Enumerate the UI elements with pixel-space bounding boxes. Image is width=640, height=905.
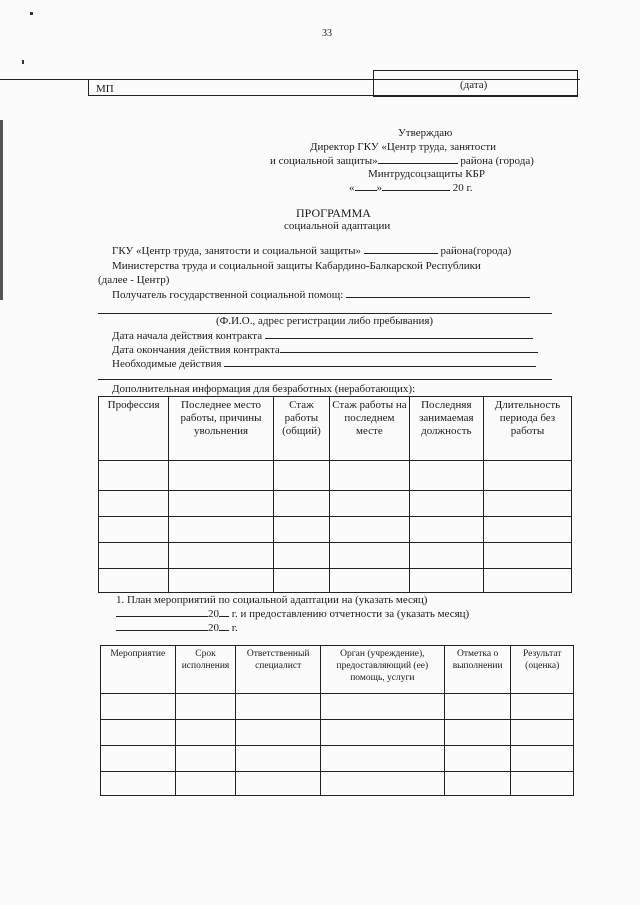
scan-mark: [30, 12, 33, 15]
table-row: [99, 517, 572, 543]
start-date-label: Дата начала действия контракта: [112, 330, 263, 342]
date-label: (дата): [460, 79, 488, 91]
table-row: [99, 569, 572, 593]
table-cell[interactable]: [273, 517, 329, 543]
day-blank: [355, 190, 377, 191]
table-cell[interactable]: [330, 569, 410, 593]
table-cell[interactable]: [99, 491, 169, 517]
table-cell[interactable]: [101, 746, 176, 772]
table-row: [101, 746, 574, 772]
col-last-experience: Стаж работы на последнем месте: [330, 397, 410, 461]
plan-blank-2: [116, 630, 208, 631]
program-subtitle: социальной адаптации: [284, 220, 391, 232]
table-row: [101, 694, 574, 720]
table-cell[interactable]: [330, 491, 410, 517]
actions-blank: [224, 366, 536, 367]
activities-table-header: [101, 646, 574, 694]
approve-social-text: и социальной защиты»: [270, 155, 378, 167]
table-cell[interactable]: [320, 772, 444, 796]
col-completion-mark: Отметка о выполнении: [444, 646, 511, 694]
table-cell[interactable]: [99, 569, 169, 593]
approve-heading: Утверждаю: [398, 127, 453, 139]
approve-ministry: Минтрудсоцзащиты КБР: [368, 168, 485, 180]
plan-line-1: 1. План мероприятий по социальной адаптации на (указать месяц): [116, 594, 428, 606]
col-last-job: Последнее место работы, причины увольнения: [169, 397, 274, 461]
approve-date-line: [349, 182, 473, 194]
table-cell[interactable]: [169, 569, 274, 593]
table-cell[interactable]: [444, 746, 511, 772]
table-cell[interactable]: [320, 694, 444, 720]
col-activity: Мероприятие: [101, 646, 176, 694]
program-title: ПРОГРАММА: [296, 206, 371, 220]
table-cell[interactable]: [175, 772, 236, 796]
table-cell[interactable]: [273, 543, 329, 569]
end-date-label: Дата окончания действия контракта: [112, 344, 280, 356]
mp-box: [88, 79, 578, 96]
col-total-experience: Стаж работы (общий): [273, 397, 329, 461]
plan-report-text: г. и предоставлению отчетности за (указать месяц): [231, 608, 470, 620]
table-cell[interactable]: [483, 491, 571, 517]
col-last-position: Последняя занимаемая должность: [409, 397, 483, 461]
plan-year-blank-1: [219, 616, 229, 617]
table-cell[interactable]: [330, 543, 410, 569]
table-cell[interactable]: [273, 461, 329, 491]
end-date-blank: [280, 352, 538, 353]
table-cell[interactable]: [273, 491, 329, 517]
table-cell[interactable]: [101, 772, 176, 796]
table-cell[interactable]: [101, 720, 176, 746]
table-cell[interactable]: [175, 746, 236, 772]
recipient-label: Получатель государственной социальной помощ:: [112, 289, 344, 301]
table-cell[interactable]: [175, 694, 236, 720]
plan-year-2: 20: [208, 622, 219, 634]
plan-year-suffix: г.: [231, 622, 238, 634]
start-date-blank: [265, 338, 533, 339]
table-cell[interactable]: [99, 517, 169, 543]
table-cell[interactable]: [169, 491, 274, 517]
end-date-line: [112, 344, 538, 356]
extra-info-line: Дополнительная информация для безработных (неработающих):: [112, 383, 416, 395]
table-cell[interactable]: [236, 746, 321, 772]
table-cell[interactable]: [330, 517, 410, 543]
table-cell[interactable]: [444, 720, 511, 746]
table-cell[interactable]: [511, 772, 574, 796]
approve-director: Директор ГКУ «Центр труда, занятости: [310, 141, 497, 153]
table-cell[interactable]: [483, 517, 571, 543]
plan-line-2: [116, 608, 469, 620]
table-cell[interactable]: [511, 694, 574, 720]
scan-mark: [22, 60, 24, 64]
quote-close: »: [376, 182, 382, 194]
plan-year-1: 20: [208, 608, 219, 620]
recipient-line: [112, 289, 530, 301]
table-cell[interactable]: [99, 461, 169, 491]
col-deadline: Срок исполнения: [175, 646, 236, 694]
table-row: [99, 543, 572, 569]
col-unemployment-period: Длительность периода без работы: [483, 397, 571, 461]
actions-line: [112, 358, 536, 370]
plan-year-blank-2: [219, 630, 229, 631]
col-result: Результат (оценка): [511, 646, 574, 694]
district-blank: [378, 163, 458, 164]
employment-table-header: [99, 397, 572, 461]
month-blank: [382, 190, 450, 191]
table-cell[interactable]: [236, 720, 321, 746]
activities-table: [100, 645, 574, 796]
table-cell[interactable]: [483, 543, 571, 569]
table-cell[interactable]: [483, 569, 571, 593]
mp-label: МП: [96, 83, 114, 95]
table-row: [101, 772, 574, 796]
recipient-blank: [346, 297, 530, 298]
col-organization: Орган (учреждение), предоставляющий (ее) помощь, услуги: [320, 646, 444, 694]
table-row: [101, 720, 574, 746]
table-cell[interactable]: [169, 543, 274, 569]
table-cell[interactable]: [511, 720, 574, 746]
table-cell[interactable]: [444, 772, 511, 796]
table-cell[interactable]: [409, 543, 483, 569]
table-row: [99, 491, 572, 517]
table-cell[interactable]: [409, 569, 483, 593]
actions-rule: [98, 379, 552, 380]
col-profession: Профессия: [99, 397, 169, 461]
table-cell[interactable]: [409, 461, 483, 491]
table-cell[interactable]: [101, 694, 176, 720]
org-line: [112, 245, 511, 257]
table-cell[interactable]: [320, 720, 444, 746]
table-cell[interactable]: [169, 517, 274, 543]
center-line: (далее - Центр): [98, 274, 170, 286]
plan-blank-1: [116, 616, 208, 617]
recipient-rule: [98, 313, 552, 314]
table-cell[interactable]: [236, 694, 321, 720]
table-cell[interactable]: [99, 543, 169, 569]
approve-social-line: [270, 155, 534, 167]
table-cell[interactable]: [320, 746, 444, 772]
page-number: 33: [322, 28, 332, 39]
year-text: 20 г.: [452, 182, 473, 194]
start-date-line: [112, 330, 533, 342]
scan-edge: [0, 120, 3, 300]
org-district: района(города): [440, 245, 512, 257]
table-cell[interactable]: [330, 461, 410, 491]
plan-line-3: [116, 622, 238, 634]
table-cell[interactable]: [511, 746, 574, 772]
table-row: [99, 461, 572, 491]
actions-label: Необходимые действия: [112, 358, 222, 370]
org-text: ГКУ «Центр труда, занятости и социальной защиты»: [112, 245, 362, 257]
org-blank: [364, 253, 438, 254]
quote-open: «: [349, 182, 355, 194]
table-cell[interactable]: [409, 491, 483, 517]
ministry-line: Министерства труда и социальной защиты Кабардино-Балкарской Республики: [112, 260, 481, 272]
table-cell[interactable]: [175, 720, 236, 746]
table-cell[interactable]: [444, 694, 511, 720]
employment-table: [98, 396, 572, 593]
col-responsible: Ответственный специалист: [236, 646, 321, 694]
table-cell[interactable]: [236, 772, 321, 796]
fio-note: (Ф.И.О., адрес регистрации либо пребывания): [216, 315, 434, 327]
table-cell[interactable]: [483, 461, 571, 491]
table-cell[interactable]: [169, 461, 274, 491]
table-cell[interactable]: [409, 517, 483, 543]
table-cell[interactable]: [273, 569, 329, 593]
approve-district-text: района (города): [460, 155, 534, 167]
